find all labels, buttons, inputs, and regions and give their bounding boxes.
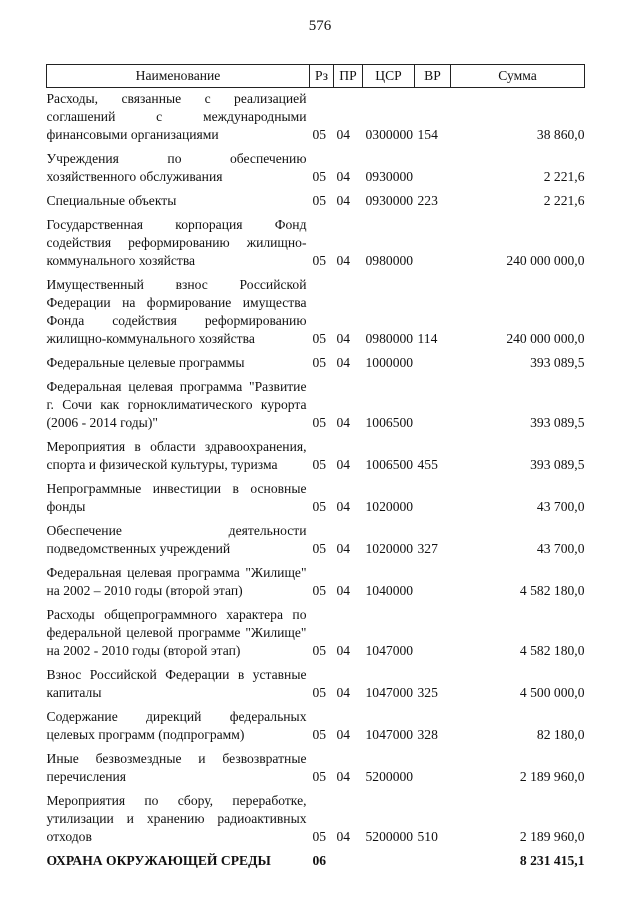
row-vr: [415, 348, 451, 372]
row-rz: 05: [312, 499, 327, 514]
row-name: Учреждения по обеспечению хозяйственного обслуживания: [46, 151, 307, 184]
table-row: [47, 558, 585, 600]
row-rz: 05: [312, 355, 327, 370]
row-csr: 1020000: [365, 499, 414, 514]
row-name: Непрограммные инвестиции в основные фонды: [46, 481, 307, 514]
row-name: Содержание дирекций федеральных целевых программ (подпрограмм): [46, 709, 307, 742]
row-rz: 06: [312, 853, 327, 868]
header-sum: Сумма: [451, 65, 585, 88]
row-csr: 5200000: [365, 769, 414, 784]
row-pr: 04: [336, 193, 351, 208]
table-row: [47, 516, 585, 558]
row-vr: 223: [417, 193, 438, 208]
row-vr: [415, 600, 451, 660]
row-vr: [415, 558, 451, 600]
row-sum: 4 582 180,0: [519, 643, 585, 658]
row-pr: 04: [336, 499, 351, 514]
row-sum: 2 221,6: [543, 193, 585, 208]
row-csr: 1006500: [365, 415, 414, 430]
table-row: [47, 474, 585, 516]
row-pr: 04: [336, 727, 351, 742]
row-name: Мероприятия в области здравоохранения, спорта и физической культуры, туризма: [46, 439, 307, 472]
row-name: Специальные объекты: [46, 193, 177, 208]
table-row: [47, 348, 585, 372]
header-csr: ЦСР: [363, 65, 415, 88]
row-csr: 0980000: [365, 331, 414, 346]
table-row: [47, 600, 585, 660]
row-rz: 05: [312, 727, 327, 742]
row-csr: 1006500: [365, 457, 414, 472]
row-rz: 05: [312, 829, 327, 844]
row-sum: 2 189 960,0: [519, 829, 585, 844]
table-row: [47, 88, 585, 145]
row-vr: [415, 210, 451, 270]
table-row: [47, 744, 585, 786]
row-vr: 154: [417, 127, 438, 142]
row-name: Имущественный взнос Российской Федерации на формирование имущества Фонда содействия реформированию жилищно-коммунального хозяйства: [46, 277, 307, 346]
row-rz: 05: [312, 769, 327, 784]
header-pr: ПР: [334, 65, 363, 88]
header-vr: ВР: [415, 65, 451, 88]
row-csr: 0930000: [365, 169, 414, 184]
row-sum: 393 089,5: [530, 457, 585, 472]
table-row: [47, 210, 585, 270]
row-rz: 05: [312, 685, 327, 700]
row-sum: 393 089,5: [530, 355, 585, 370]
row-rz: 05: [312, 331, 327, 346]
row-vr: 510: [417, 829, 438, 844]
header-rz: Рз: [310, 65, 334, 88]
table-row: [47, 144, 585, 186]
row-csr: 0980000: [365, 253, 414, 268]
page-number: 576: [308, 18, 332, 34]
row-pr: 04: [336, 169, 351, 184]
row-rz: 05: [312, 583, 327, 598]
row-csr: [363, 846, 415, 870]
table-row: [47, 372, 585, 432]
row-name: Взнос Российской Федерации в уставные капиталы: [46, 667, 307, 700]
row-pr: 04: [336, 769, 351, 784]
row-vr: 325: [417, 685, 438, 700]
row-pr: 04: [336, 457, 351, 472]
row-pr: 04: [336, 583, 351, 598]
row-sum: 4 500 000,0: [519, 685, 585, 700]
row-vr: [415, 744, 451, 786]
budget-table: [46, 64, 585, 870]
row-name: Федеральная целевая программа "Развитие г. Сочи как горноклиматического курорта (2006 - 2014 годы)": [46, 379, 307, 430]
row-sum: 82 180,0: [536, 727, 585, 742]
row-csr: 1020000: [365, 541, 414, 556]
row-sum: 2 221,6: [543, 169, 585, 184]
row-name: ОХРАНА ОКРУЖАЮЩЕЙ СРЕДЫ: [46, 853, 271, 868]
table-row: [47, 786, 585, 846]
row-pr: 04: [336, 127, 351, 142]
table-row: [47, 432, 585, 474]
row-csr: 5200000: [365, 829, 414, 844]
row-sum: 8 231 415,1: [519, 853, 585, 868]
table-row: [47, 702, 585, 744]
row-sum: 2 189 960,0: [519, 769, 585, 784]
row-pr: 04: [336, 331, 351, 346]
row-rz: 05: [312, 541, 327, 556]
row-vr: 327: [417, 541, 438, 556]
row-name: Государственная корпорация Фонд содействия реформированию жилищно-коммунального хозяйства: [46, 217, 307, 268]
table-row: [47, 270, 585, 348]
row-vr: 328: [417, 727, 438, 742]
table-row: [47, 660, 585, 702]
row-pr: 04: [336, 685, 351, 700]
row-csr: 0300000: [365, 127, 414, 142]
row-csr: 1047000: [365, 643, 414, 658]
row-sum: 4 582 180,0: [519, 583, 585, 598]
row-sum: 240 000 000,0: [506, 253, 585, 268]
row-pr: 04: [336, 541, 351, 556]
row-rz: 05: [312, 127, 327, 142]
row-name: Расходы, связанные с реализацией соглашений с международными финансовыми организациями: [46, 91, 307, 142]
row-vr: [415, 372, 451, 432]
row-rz: 05: [312, 169, 327, 184]
row-rz: 05: [312, 643, 327, 658]
row-name: Федеральная целевая программа "Жилище" на 2002 – 2010 годы (второй этап): [46, 565, 307, 598]
row-csr: 1040000: [365, 583, 414, 598]
row-sum: 38 860,0: [536, 127, 585, 142]
table-header-row: [47, 65, 585, 88]
row-rz: 05: [312, 253, 327, 268]
header-name: Наименование: [47, 65, 310, 88]
row-csr: 1047000: [365, 727, 414, 742]
row-csr: 1000000: [365, 355, 414, 370]
row-vr: [415, 474, 451, 516]
row-pr: 04: [336, 253, 351, 268]
row-pr: 04: [336, 355, 351, 370]
row-vr: 114: [417, 331, 438, 346]
row-name: Мероприятия по сбору, переработке, утилизации и хранению радиоактивных отходов: [46, 793, 307, 844]
row-sum: 393 089,5: [530, 415, 585, 430]
row-vr: [415, 846, 451, 870]
row-pr: 04: [336, 415, 351, 430]
table-row: [47, 186, 585, 210]
row-pr: [334, 846, 363, 870]
row-vr: [415, 144, 451, 186]
row-name: Федеральные целевые программы: [46, 355, 245, 370]
row-name: Иные безвозмездные и безвозвратные перечисления: [46, 751, 307, 784]
row-csr: 1047000: [365, 685, 414, 700]
row-rz: 05: [312, 457, 327, 472]
table-row: [47, 846, 585, 870]
row-pr: 04: [336, 829, 351, 844]
row-rz: 05: [312, 415, 327, 430]
row-vr: 455: [417, 457, 438, 472]
row-sum: 240 000 000,0: [506, 331, 585, 346]
row-pr: 04: [336, 643, 351, 658]
row-sum: 43 700,0: [536, 499, 585, 514]
row-rz: 05: [312, 193, 327, 208]
row-name: Расходы общепрограммного характера по федеральной целевой программе "Жилище" на 2002 - 2010 годы (второй этап): [46, 607, 307, 658]
row-sum: 43 700,0: [536, 541, 585, 556]
row-name: Обеспечение деятельности подведомственных учреждений: [46, 523, 307, 556]
row-csr: 0930000: [365, 193, 414, 208]
